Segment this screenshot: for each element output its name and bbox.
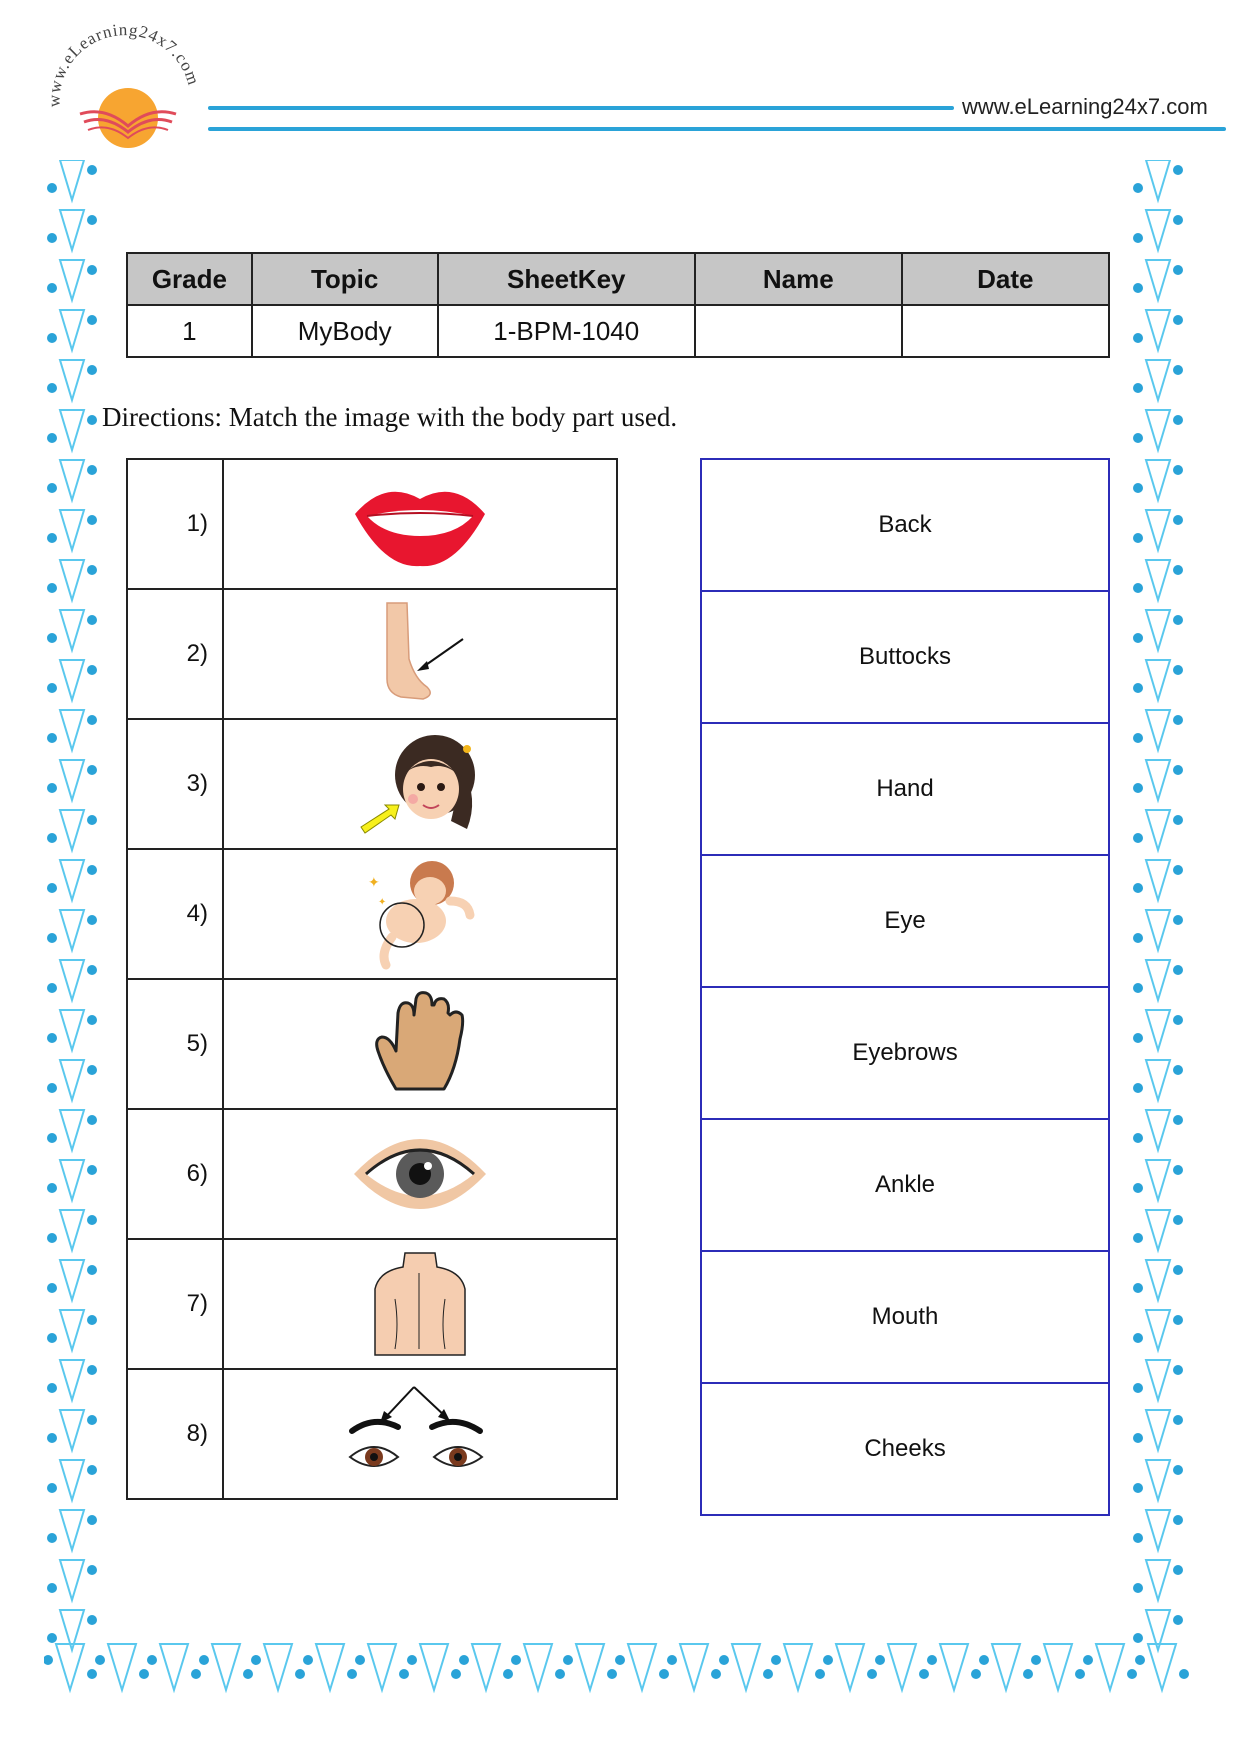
name-header: Name <box>695 253 902 305</box>
image-cell[interactable] <box>223 1109 617 1239</box>
svg-text:✦: ✦ <box>368 873 380 890</box>
image-row <box>127 719 617 849</box>
word-row <box>701 1119 1109 1251</box>
girl-cheek-icon <box>355 729 485 839</box>
image-row <box>127 1369 617 1499</box>
row-number: 7) <box>127 1239 223 1369</box>
image-cell[interactable] <box>223 1239 617 1369</box>
image-row <box>127 1239 617 1369</box>
info-header-row <box>127 253 1109 305</box>
svg-text:✦: ✦ <box>378 896 387 908</box>
back-icon <box>365 1249 475 1359</box>
image-cell[interactable] <box>223 459 617 589</box>
image-cell[interactable] <box>223 589 617 719</box>
word-cell[interactable]: Back <box>701 459 1109 591</box>
word-cell[interactable]: Cheeks <box>701 1383 1109 1515</box>
row-number: 5) <box>127 979 223 1109</box>
grade-value: 1 <box>127 305 252 357</box>
name-field[interactable] <box>695 305 902 357</box>
image-row <box>127 1109 617 1239</box>
image-row <box>127 459 617 589</box>
info-table <box>126 252 1110 358</box>
eyebrows-icon <box>340 1379 500 1489</box>
word-row <box>701 1251 1109 1383</box>
lips-icon <box>345 474 495 574</box>
word-cell[interactable]: Ankle <box>701 1119 1109 1251</box>
word-cell[interactable]: Eye <box>701 855 1109 987</box>
word-row <box>701 591 1109 723</box>
word-table <box>700 458 1110 1516</box>
word-row <box>701 723 1109 855</box>
word-row <box>701 1383 1109 1515</box>
row-number: 3) <box>127 719 223 849</box>
row-number: 2) <box>127 589 223 719</box>
bottom-border-pattern <box>44 1640 1190 1698</box>
ankle-icon <box>365 599 475 709</box>
hand-icon <box>370 989 470 1099</box>
info-value-row <box>127 305 1109 357</box>
header-rule-top <box>208 106 954 110</box>
topic-value: MyBody <box>252 305 438 357</box>
right-border-pattern <box>1130 160 1190 1698</box>
word-row <box>701 459 1109 591</box>
word-row <box>701 855 1109 987</box>
date-header: Date <box>902 253 1109 305</box>
image-cell[interactable] <box>223 979 617 1109</box>
eye-icon <box>350 1124 490 1224</box>
image-row <box>127 589 617 719</box>
row-number: 4) <box>127 849 223 979</box>
topic-header: Topic <box>252 253 438 305</box>
word-cell[interactable]: Hand <box>701 723 1109 855</box>
word-cell[interactable]: Eyebrows <box>701 987 1109 1119</box>
site-logo <box>40 22 210 152</box>
date-field[interactable] <box>902 305 1109 357</box>
sheetkey-value: 1-BPM-1040 <box>438 305 696 357</box>
header-rule-bottom <box>208 127 1226 131</box>
directions-text: Directions: Match the image with the body part used. <box>102 402 678 432</box>
word-cell[interactable]: Mouth <box>701 1251 1109 1383</box>
grade-header: Grade <box>127 253 252 305</box>
row-number: 6) <box>127 1109 223 1239</box>
image-cell[interactable] <box>223 719 617 849</box>
site-url[interactable]: www.eLearning24x7.com <box>962 94 1208 119</box>
logo-text: www.eLearning24x7.com <box>44 22 204 108</box>
row-number: 8) <box>127 1369 223 1499</box>
image-row <box>127 979 617 1109</box>
baby-buttocks-icon <box>360 857 480 972</box>
row-number: 1) <box>127 459 223 589</box>
sheetkey-header: SheetKey <box>438 253 696 305</box>
word-row <box>701 987 1109 1119</box>
image-cell[interactable] <box>223 1369 617 1499</box>
left-border-pattern <box>44 160 104 1698</box>
image-row <box>127 849 617 979</box>
word-cell[interactable]: Buttocks <box>701 591 1109 723</box>
image-table <box>126 458 618 1500</box>
image-cell[interactable] <box>223 849 617 979</box>
